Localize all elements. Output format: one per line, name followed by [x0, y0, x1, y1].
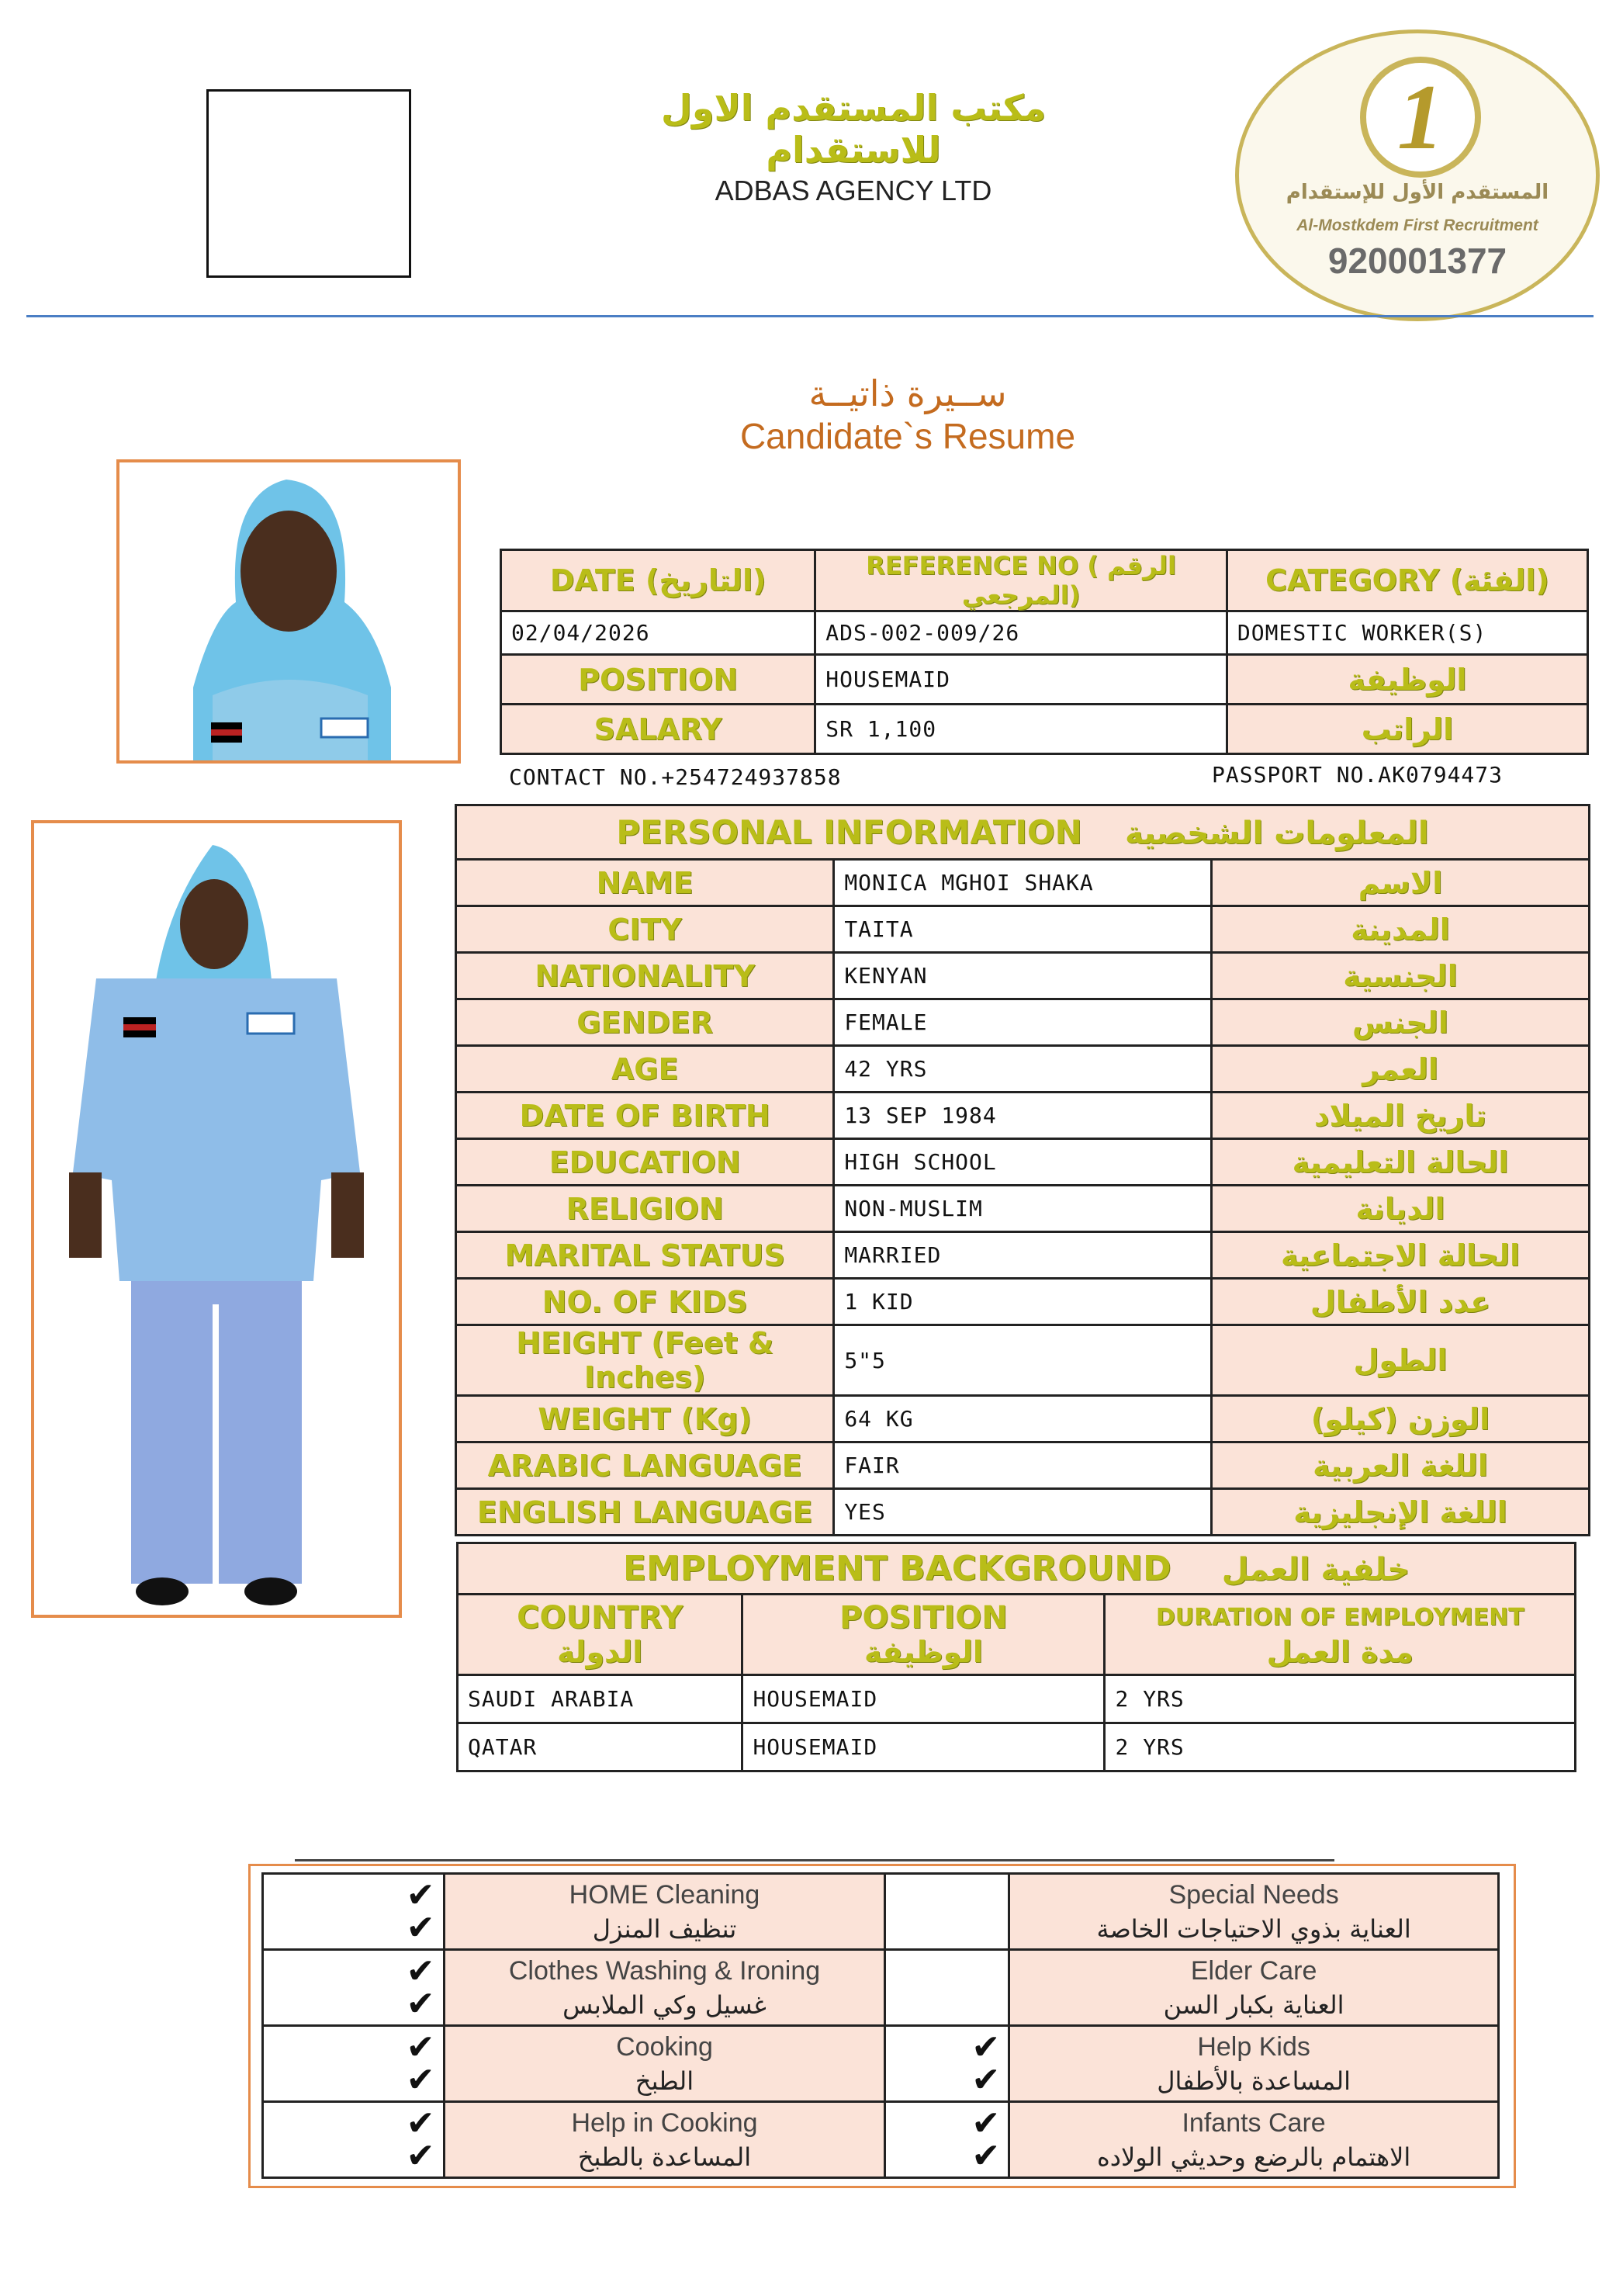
personal-field-label-arabic: الجنس [1212, 999, 1590, 1046]
personal-info-row [456, 999, 1590, 1046]
personal-info-row [456, 953, 1590, 999]
skill-name-arabic: الاهتمام بالرضع وحديثي الولاده [1096, 2142, 1411, 2172]
skill-name: Special Needs [1168, 1879, 1339, 1910]
personal-info-row [456, 1232, 1590, 1279]
skill-checkbox[interactable] [263, 2026, 445, 2102]
full-body-photo [31, 820, 402, 1618]
personal-field-label-arabic: المدينة [1212, 906, 1590, 953]
salary-label: SALARY [501, 705, 815, 754]
contact-number: CONTACT NO.+254724937858 [509, 764, 842, 790]
employment-row [458, 1675, 1576, 1723]
full-body-image [34, 823, 399, 1615]
skills-top-rule [295, 1859, 1334, 1861]
skill-row [263, 1950, 1499, 2026]
skill-name: HOME Cleaning [569, 1879, 760, 1910]
personal-field-label-arabic: تاريخ الميلاد [1212, 1093, 1590, 1139]
personal-field-label-arabic: اللغة الإنجليزية [1212, 1489, 1590, 1536]
personal-info-row [456, 1139, 1590, 1186]
checkmark-icon: ✔ [406, 2135, 435, 2176]
checkmark-icon: ✔ [406, 2059, 435, 2100]
country-header [458, 1595, 742, 1675]
personal-field-label-arabic: اللغة العربية [1212, 1442, 1590, 1489]
checkmark-icon: ✔ [406, 2103, 435, 2143]
personal-info-row [456, 1046, 1590, 1093]
personal-field-value: MARRIED [834, 1232, 1212, 1279]
personal-field-label: RELIGION [456, 1186, 834, 1232]
skill-label-cell [1009, 1950, 1499, 2026]
personal-field-label: EDUCATION [456, 1139, 834, 1186]
salary-label-arabic: الراتب [1227, 705, 1587, 754]
skills-frame [248, 1864, 1516, 2188]
personal-field-label: DATE OF BIRTH [456, 1093, 834, 1139]
skill-checkbox[interactable] [885, 1950, 1009, 2026]
duration-header-ar: مدة العمل [1266, 1634, 1414, 1669]
checkmark-icon: ✔ [406, 1875, 435, 1915]
category-value: DOMESTIC WORKER(S) [1227, 611, 1587, 655]
personal-info-row [456, 860, 1590, 906]
personal-field-value: 13 SEP 1984 [834, 1093, 1212, 1139]
personal-field-label-arabic: الطول [1212, 1325, 1590, 1396]
date-value: 02/04/2026 [501, 611, 815, 655]
reference-label: REFERENCE NO ( الرقم المرجعي) [815, 550, 1227, 611]
personal-field-value: 64 KG [834, 1396, 1212, 1442]
skill-label-cell [1009, 1874, 1499, 1950]
date-label: DATE (التاريخ) [501, 550, 815, 611]
position-label-arabic: الوظيفة [1227, 655, 1587, 705]
personal-field-value: 1 KID [834, 1279, 1212, 1325]
personal-field-value: KENYAN [834, 953, 1212, 999]
skill-name-arabic: المساعدة بالطبخ [577, 2142, 752, 2172]
skill-name: Help Kids [1197, 2031, 1310, 2062]
country-header-en: COUNTRY [517, 1599, 683, 1636]
employment-title-arabic: خلفية العمل [1221, 1552, 1410, 1588]
skill-checkbox[interactable] [263, 1874, 445, 1950]
personal-field-value: MONICA MGHOI SHAKA [834, 860, 1212, 906]
skill-label-cell [1009, 2102, 1499, 2178]
personal-field-value: TAITA [834, 906, 1212, 953]
resume-title-english: Candidate`s Resume [739, 416, 1076, 456]
skill-checkbox[interactable] [885, 2102, 1009, 2178]
reference-value: ADS-002-009/26 [815, 611, 1227, 655]
employment-duration: 2 YRS [1105, 1675, 1576, 1723]
skill-name-arabic: المساعدة بالأطفال [1157, 2066, 1351, 2096]
employment-country: SAUDI ARABIA [458, 1675, 742, 1723]
checkmark-icon: ✔ [971, 2059, 1001, 2100]
personal-field-label: NO. OF KIDS [456, 1279, 834, 1325]
personal-field-label: NATIONALITY [456, 953, 834, 999]
skill-row [263, 1874, 1499, 1950]
summary-table [500, 549, 1589, 755]
personal-field-value: FAIR [834, 1442, 1212, 1489]
portrait-image [119, 462, 458, 760]
personal-field-label: AGE [456, 1046, 834, 1093]
personal-info-row [456, 1186, 1590, 1232]
employment-header [458, 1543, 1576, 1595]
personal-info-row [456, 1396, 1590, 1442]
country-header-ar: الدولة [557, 1634, 643, 1669]
skill-name-arabic: غسيل وكي الملابس [562, 1990, 767, 2020]
checkmark-icon: ✔ [406, 2027, 435, 2067]
skill-checkbox[interactable] [885, 2026, 1009, 2102]
personal-field-label: HEIGHT (Feet & Inches) [456, 1325, 834, 1396]
logo-name-arabic: المستقدم الأول للإستقدام [1286, 181, 1549, 204]
checkmark-icon: ✔ [406, 1907, 435, 1948]
salary-value: SR 1,100 [815, 705, 1227, 754]
checkmark-icon: ✔ [406, 1951, 435, 1991]
position-header-en: POSITION [839, 1599, 1008, 1636]
employment-position: HOUSEMAID [742, 1675, 1105, 1723]
employment-title: EMPLOYMENT BACKGROUND [622, 1549, 1171, 1588]
skill-name-arabic: العناية بذوي الاحتياجات الخاصة [1096, 1913, 1411, 1944]
skill-label-cell [444, 1950, 885, 2026]
logo-numeral: 1 [1397, 65, 1444, 168]
personal-field-label-arabic: الديانة [1212, 1186, 1590, 1232]
personal-field-label: WEIGHT (Kg) [456, 1396, 834, 1442]
employment-position: HOUSEMAID [742, 1723, 1105, 1771]
skill-row [263, 2102, 1499, 2178]
duration-header-en: DURATION OF EMPLOYMENT [1155, 1603, 1524, 1631]
skill-checkbox[interactable] [885, 1874, 1009, 1950]
position-value: HOUSEMAID [815, 655, 1227, 705]
personal-field-label-arabic: الجنسية [1212, 953, 1590, 999]
personal-field-value: 5"5 [834, 1325, 1212, 1396]
personal-field-label: ENGLISH LANGUAGE [456, 1489, 834, 1536]
personal-field-value: YES [834, 1489, 1212, 1536]
logo-name-english: Al-Mostkdem First Recruitment [1296, 216, 1538, 234]
personal-field-value: FEMALE [834, 999, 1212, 1046]
skill-label-cell [444, 1874, 885, 1950]
employment-row [458, 1723, 1576, 1771]
personal-field-label: NAME [456, 860, 834, 906]
checkmark-icon: ✔ [971, 2027, 1001, 2067]
personal-info-row [456, 1093, 1590, 1139]
skill-name: Elder Care [1190, 1955, 1317, 1986]
personal-field-value: NON-MUSLIM [834, 1186, 1212, 1232]
employment-table [456, 1542, 1576, 1772]
skill-row [263, 2026, 1499, 2102]
checkmark-icon: ✔ [971, 2135, 1001, 2176]
personal-info-title-arabic: المعلومات الشخصية [1124, 816, 1429, 851]
resume-title-arabic: ســيرة ذاتيــة [808, 372, 1007, 414]
category-label: CATEGORY (الفئة) [1227, 550, 1587, 611]
office-name-arabic: مكتب المستقدم الاول للاستقدام [660, 87, 1047, 171]
personal-field-label-arabic: الحالة التعليمية [1212, 1139, 1590, 1186]
personal-field-label-arabic: الحالة الاجتماعية [1212, 1232, 1590, 1279]
personal-info-table [455, 804, 1590, 1536]
personal-field-label-arabic: الوزن (كيلو) [1212, 1396, 1590, 1442]
skill-name: Cooking [616, 2031, 713, 2062]
personal-field-value: 42 YRS [834, 1046, 1212, 1093]
skill-name: Help in Cooking [571, 2107, 758, 2138]
skill-label-cell [444, 2026, 885, 2102]
personal-info-row [456, 1442, 1590, 1489]
personal-info-row [456, 906, 1590, 953]
skill-checkbox[interactable] [263, 1950, 445, 2026]
personal-field-label: ARABIC LANGUAGE [456, 1442, 834, 1489]
skill-name: Infants Care [1182, 2107, 1326, 2138]
skill-name-arabic: العناية بكبار السن [1163, 1990, 1344, 2020]
passport-number: PASSPORT NO.AK0794473 [1212, 762, 1504, 788]
employment-duration: 2 YRS [1105, 1723, 1576, 1771]
position-header-ar: الوظيفة [864, 1634, 983, 1669]
checkmark-icon: ✔ [971, 2103, 1001, 2143]
portrait-photo [116, 459, 461, 764]
company-logo [1235, 29, 1600, 321]
skill-label-cell [1009, 2026, 1499, 2102]
header-divider [26, 315, 1594, 317]
skill-label-cell [444, 2102, 885, 2178]
personal-field-label-arabic: الاسم [1212, 860, 1590, 906]
duration-header [1105, 1595, 1576, 1675]
skill-name-arabic: تنظيف المنزل [592, 1913, 737, 1944]
skill-checkbox[interactable] [263, 2102, 445, 2178]
personal-info-title: PERSONAL INFORMATION [616, 813, 1082, 851]
personal-field-label-arabic: العمر [1212, 1046, 1590, 1093]
logo-emblem [1360, 57, 1481, 178]
checkmark-icon: ✔ [406, 1983, 435, 2024]
personal-field-label: CITY [456, 906, 834, 953]
position-header [742, 1595, 1105, 1675]
personal-field-value: HIGH SCHOOL [834, 1139, 1212, 1186]
personal-info-row [456, 1325, 1590, 1396]
personal-info-row [456, 1489, 1590, 1536]
personal-info-header [456, 805, 1590, 860]
position-label: POSITION [501, 655, 815, 705]
employment-country: QATAR [458, 1723, 742, 1771]
logo-phone: 920001377 [1327, 241, 1507, 281]
personal-field-label: GENDER [456, 999, 834, 1046]
blank-photo-frame [206, 89, 411, 278]
personal-field-label-arabic: عدد الأطفال [1212, 1279, 1590, 1325]
skills-table [261, 1872, 1500, 2179]
personal-info-row [456, 1279, 1590, 1325]
skill-name: Clothes Washing & Ironing [508, 1955, 821, 1986]
skill-name-arabic: الطبخ [635, 2066, 694, 2096]
personal-field-label: MARITAL STATUS [456, 1232, 834, 1279]
agency-name: ADBAS AGENCY LTD [715, 175, 992, 206]
